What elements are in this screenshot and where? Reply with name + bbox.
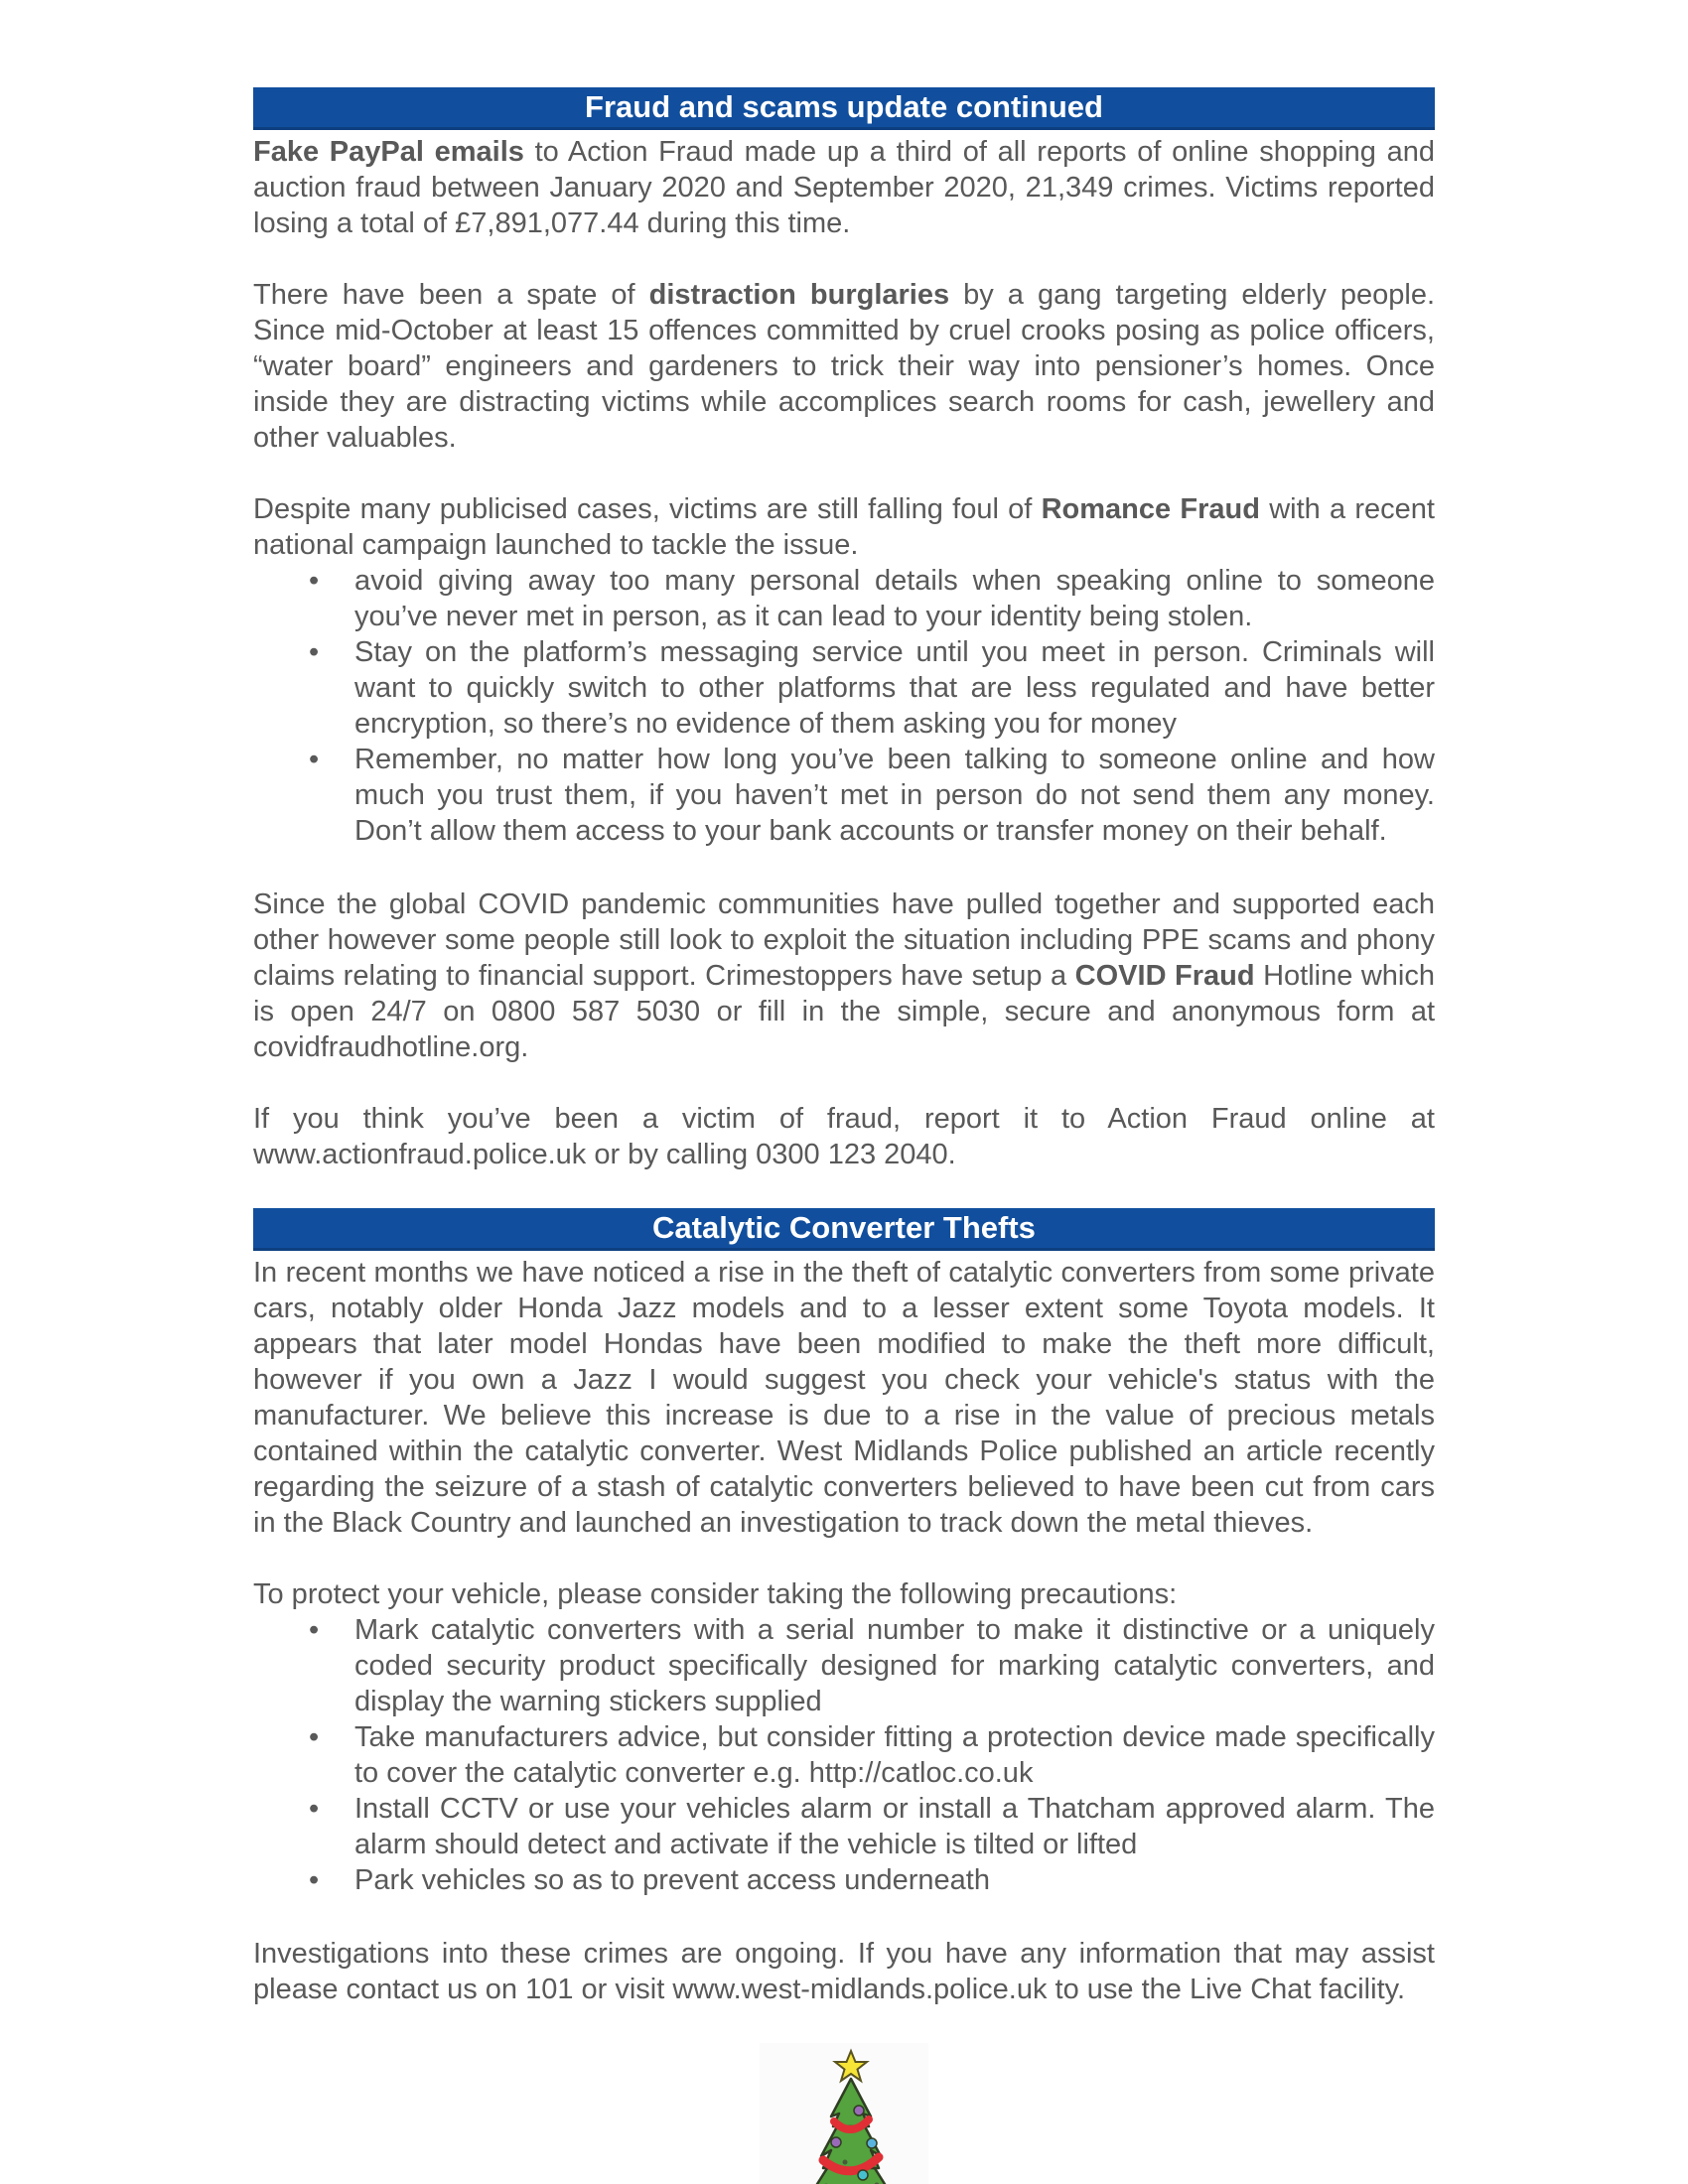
paragraph-fake-paypal <box>253 134 1435 241</box>
page-content <box>253 87 1435 2184</box>
paragraph-catalytic-intro: In recent months we have noticed a rise in the theft of catalytic converters from some private cars, notably older Honda Jazz models and to a lesser extent some Toyota models. It appears that later model Hondas have been modified to make the theft more difficult, however if you own a Jazz I would suggest you check your vehicle's status with the manufacturer. We believe this increase is due to a rise in the value of precious metals contained within the catalytic converter. West Midlands Police published an article recently regarding the seizure of a stash of catalytic converters believed to have been cut from cars in the Black Country and launched an investigation to track down the metal thieves. <box>253 1257 1435 1539</box>
section-header-fraud-label: Fraud and scams update continued <box>585 89 1103 124</box>
paragraph-text: There have been a spate of <box>253 279 649 311</box>
bold-distraction-burglaries: distraction burglaries <box>648 279 950 311</box>
paragraph-investigations: Investigations into these crimes are ongoing. If you have any information that may assist please contact us on 101 or visit www.west-midlands.police.uk to use the Live Chat facility. <box>253 1938 1435 2005</box>
bold-covid-fraud: COVID Fraud <box>1074 960 1255 992</box>
paragraph-precautions-intro: To protect your vehicle, please consider taking the following precautions: <box>253 1578 1178 1610</box>
list-item: • Remember, no matter how long you’ve been talking to someone online and how much you trust them, if you haven’t met in person do not send them any money. Don’t allow them access to your bank accounts or transfer money on their behalf. <box>253 742 1435 849</box>
paragraph-report-fraud: If you think you’ve been a victim of fraud, report it to Action Fraud online at www.actionfraud.police.uk or by calling 0300 123 2040. <box>253 1103 1435 1170</box>
list-item: • Take manufacturers advice, but consider fitting a protection device made specifically to cover the catalytic converter e.g. http://catloc.co.uk <box>253 1719 1435 1791</box>
list-item: • Mark catalytic converters with a serial number to make it distinctive or a uniquely coded security product specifically designed for marking catalytic converters, and display the warning stickers supplied <box>253 1612 1435 1719</box>
paragraph-text: Hotline which is open 24/7 on 0800 587 5030 or fill in the simple, secure and anonymous form at covidfraudhotline.org. <box>253 960 1435 1063</box>
paragraph-text: Despite many publicised cases, victims are still falling foul of <box>253 493 1042 525</box>
paragraph-distraction-burglaries <box>253 277 1435 456</box>
christmas-tree-icon <box>760 2043 928 2184</box>
list-item: • Park vehicles so as to prevent access underneath <box>253 1862 1435 1898</box>
paragraph-text: Since the global COVID pandemic communities have pulled together and supported each other however some people still look to exploit the situation including PPE scams and phony claims relating to financial support. Crimestoppers have setup a <box>253 888 1435 992</box>
list-item: • avoid giving away too many personal details when speaking online to someone you’ve never met in person, as it can lead to your identity being stolen. <box>253 563 1435 634</box>
paragraph-text: with a recent national campaign launched to tackle the issue. <box>253 493 1435 561</box>
section-header-catalytic-label: Catalytic Converter Thefts <box>652 1210 1036 1245</box>
list-item: • Install CCTV or use your vehicles alarm or install a Thatcham approved alarm. The alarm should detect and activate if the vehicle is tilted or lifted <box>253 1791 1435 1862</box>
paragraph-text: to Action Fraud made up a third of all reports of online shopping and auction fraud between January 2020 and September 2020, 21,349 crimes. Victims reported losing a total of £7,891,077.44 during this time. <box>253 136 1435 239</box>
footer-image-wrap <box>253 2043 1435 2184</box>
section-header-catalytic <box>253 1208 1435 1251</box>
paragraph-text: by a gang targeting elderly people. Since mid-October at least 15 offences committed by cruel crooks posing as police officers, “water board” engineers and gardeners to trick their way into pensioner’s homes. Once inside they are distracting victims while accomplices search rooms for cash, jewellery and other valuables. <box>253 279 1435 454</box>
list-item: • Stay on the platform’s messaging service until you meet in person. Criminals will want to quickly switch to other platforms that are less regulated and have better encryption, so there’s no evidence of them asking you for money <box>253 634 1435 742</box>
paragraph-covid-fraud <box>253 887 1435 1065</box>
christmas-tree-image <box>760 2043 928 2184</box>
romance-fraud-bullet-list <box>253 563 1435 849</box>
bold-fake-paypal: Fake PayPal emails <box>253 136 524 168</box>
section-header-fraud <box>253 87 1435 130</box>
bold-romance-fraud: Romance Fraud <box>1041 493 1260 525</box>
paragraph-romance-fraud <box>253 491 1435 563</box>
star-icon <box>835 2051 867 2081</box>
precautions-bullet-list <box>253 1612 1435 1898</box>
